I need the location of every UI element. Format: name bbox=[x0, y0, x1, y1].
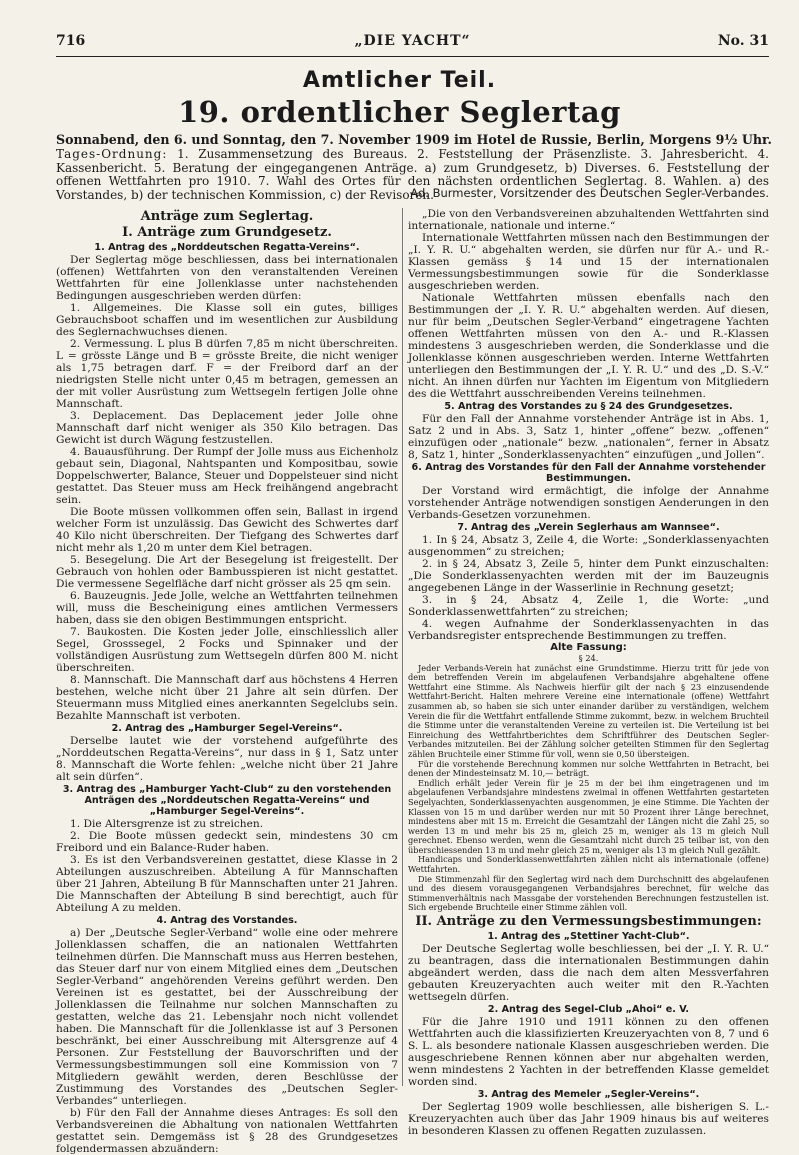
page-title: 19. ordentlicher Seglertag bbox=[178, 95, 621, 129]
left-column bbox=[56, 208, 398, 1155]
motion-heading: 2. Antrag des „Hamburger Segel-Vereins“. bbox=[111, 723, 343, 734]
paragraph: 1. In § 24, Absatz 3, Zeile 4, die Worte: „Sonderklassenyachten ausgenommen“ zu streichen; bbox=[408, 534, 769, 558]
section-heading: Amtlicher Teil. bbox=[302, 68, 497, 93]
page-subtitle: Sonnabend, den 6. und Sonntag, den 7. November 1909 im Hotel de Russie, Berlin, Morgens 9½ Uhr. bbox=[56, 132, 772, 147]
old-version-heading: Alte Fassung: bbox=[550, 642, 627, 653]
paragraph: b) Für den Fall der Annahme dieses Antrages: Es soll den Verbandsvereinen die Abhaltung von nationalen Wettfahrten gestattet sein. Demgemäss ist § 28 des Grundgesetzes folgendermassen abzuändern: bbox=[56, 1107, 398, 1155]
paragraph: Der Seglertag 1909 wolle beschliessen, alle bisherigen S. L.-Kreuzeryachten auch über das Jahr 1909 hinaus bis auf weiteres in besonderen Klassen zu offenen Regatten zuzulassen. bbox=[408, 1101, 769, 1138]
paragraph: Für den Fall der Annahme vorstehender Anträge ist in Abs. 1, Satz 2 und in Abs. 3, Satz 1, hinter „offene“ bezw. „offenen“ einzufügen oder „nationale“ bezw. „nationalen“, ferner in Absatz 8, Satz 1, hinter „Sonderklassenyachten“ einzufügen „und Jollen“. bbox=[408, 413, 769, 461]
paragraph: Nationale Wettfahrten müssen ebenfalls nach den Bestimmungen der „I. Y. R. U.“ abgehalten werden. Auf diesen, nur für beim „Deutschen Segler-Verband“ eingetragene Yachten offenen Wettfahrten müssen von den A.- und R.-Klassen mindestens 3 ausgeschrieben werden, die Sonderklasse und die Jollenklasse können ausgeschrieben werden. Interne Wettfahrten unterliegen den Bestimmungen der „I. Y. R. U.“ und des „D. S.-V.“ nicht. An ihnen dürfen nur Yachten im Eigentum von Mitgliedern des die Wettfahrt ausschreibenden Vereins teilnehmen. bbox=[408, 292, 769, 400]
small-paragraph: Für die vorstehende Berechnung kommen nur solche Wettfahrten in Betracht, bei denen der Mindesteinsatz M. 10,— beträgt. bbox=[408, 758, 769, 779]
paragraph: 8. Mannschaft. Die Mannschaft darf aus höchstens 4 Herren bestehen, welche nicht über 21 Jahre alt sein dürfen. Der Steuermann muss Mitglied eines anerkannten Segelclubs sein. Bezahlte Mannschaft ist verboten. bbox=[56, 674, 398, 722]
motion-heading: 3. Antrag des Memeler „Segler-Vereins“. bbox=[477, 1089, 700, 1101]
paragraph: Derselbe lautet wie der vorstehend aufgeführte des „Norddeutschen Regatta-Vereins“, nur dass in § 1, Satz unter 8. Mannschaft die Worte fehlen: „welche nicht über 21 Jahre alt sein dürfen“. bbox=[56, 735, 398, 783]
paragraph: 3. in § 24, Absatz 4, Zeile 1, die Worte: „und Sonderklassenwettfahrten“ zu streichen; bbox=[408, 594, 769, 618]
paragraph: „Die von den Verbandsvereinen abzuhaltenden Wettfahrten sind internationale, nationale und interne.“ bbox=[408, 208, 769, 232]
paragraph: Der Deutsche Seglertag wolle beschliessen, bei der „I. Y. R. U.“ zu beantragen, dass die internationalen Bestimmungen dahin abgeändert werden, dass die nach dem alten Messverfahren gebauten Kreuzeryachten auch weiter mit den R.-Yachten wettsegeln dürfen. bbox=[408, 943, 769, 1004]
paragraph: Der Seglertag möge beschliessen, dass bei internationalen (offenen) Wettfahrten von den veranstaltenden Vereinen Wettfahrten für eine Jollenklasse unter nachstehenden Bedingungen ausgeschrieben werden dürfen: bbox=[56, 254, 398, 302]
small-paragraph: Handicaps und Sonderklassenwettfahrten zählen nicht als internationale (offene) Wettfahrten. bbox=[408, 854, 769, 875]
heading-antraege: Anträge zum Seglertag. bbox=[140, 209, 314, 224]
heading-vermessung: II. Anträge zu den Vermessungsbestimmungen: bbox=[415, 914, 762, 930]
motion-heading: 1. Antrag des „Stettiner Yacht-Club“. bbox=[487, 931, 690, 943]
paragraph: Für die Jahre 1910 und 1911 können zu den offenen Wettfahrten auch die klassifizierten Kreuzeryachten von 8, 7 und 6 S. L. als besondere nationale Klassen ausgeschrieben werden. Die ausgeschriebene Rennen können aber nur abgehalten werden, wenn mindestens 2 Yachten in der betreffenden Klasse gemeldet worden sind. bbox=[408, 1016, 769, 1089]
paragraph: 6. Bauzeugnis. Jede Jolle, welche an Wettfahrten teilnehmen will, muss die Bescheinigung eines amtlichen Vermessers haben, dass sie den obigen Bestimmungen entspricht. bbox=[56, 590, 398, 626]
page-number: 716 bbox=[56, 33, 86, 49]
paragraph: 1. Die Altersgrenze ist zu streichen. bbox=[70, 818, 264, 830]
paragraph: Der Vorstand wird ermächtigt, die infolge der Annahme vorstehender Anträge notwendigen sonstigen Aenderungen in den Verbands-Gesetzen vorzunehmen. bbox=[408, 485, 769, 521]
motion-heading: 1. Antrag des „Norddeutschen Regatta-Vereins“. bbox=[94, 242, 360, 253]
small-paragraph: Die Stimmenzahl für den Seglertag wird nach dem Durchschnitt des abgelaufenen und des diesem vorausgegangenen Verbandsjahres berechnet, für welche das Stimmenverhältnis nach Massgabe der vorstehenden Berechnungen festzustellen ist. Sich ergebende Bruchteile einer Stimme zählen voll. bbox=[408, 873, 769, 913]
small-paragraph: Endlich erhält jeder Verein für je 25 m der bei ihm eingetragenen und im abgelaufenen Verbandsjahre mindestens zweimal in offenen Wettfahrten gestarteten Segelyachten, Sonderklassenyachten ausgenommen, je eine Stimme. Die Yachten der Klassen von 15 m und darüber werden nur mit 50 Prozent ihrer Länge berechnet, mindestens aber mit 15 m. Erreicht die Gesamtzahl der Längen nicht die Zahl 25, so werden 13 m und mehr bis 25 m, gleich 25 m, weniger als 13 m gleich Null gerechnet. Ebenso werden, wenn die Gesamtzahl nicht durch 25 teilbar ist, von den überschiessenden 13 m und mehr gleich 25 m, weniger als 13 m gleich Null gezählt. bbox=[408, 777, 769, 855]
signature: Ad. Burmester, Vorsitzender des Deutschen Segler-Verbandes. bbox=[410, 186, 769, 200]
paragraph: 3. Es ist den Verbandsvereinen gestattet, diese Klasse in 2 Abteilungen auszuschreiben. Abteilung A für Mannschaften über 21 Jahren, Abteilung B für Mannschaften unter 21 Jahren. Die Mannschaften der Abteilung B sind berechtigt, auch für Abteilung A zu melden. bbox=[56, 854, 398, 914]
column-divider bbox=[402, 208, 403, 1086]
header-rule bbox=[56, 56, 769, 57]
motion-heading: 6. Antrag des Vorstandes für den Fall der Annahme vorstehender Bestimmungen. bbox=[411, 462, 766, 484]
motion-heading: 4. Antrag des Vorstandes. bbox=[156, 915, 298, 926]
agenda-label: Tages-Ordnung: bbox=[56, 147, 168, 161]
paragraph: 4. Bauausführung. Der Rumpf der Jolle muss aus Eichenholz gebaut sein, Diagonal, Nahtspanten und Kompositbau, sowie Doppelschwerter, Balance, Steuer und Doppelsteuer sind nicht gestattet. Das Steuer muss am Heck freihängend angebracht sein. bbox=[56, 446, 398, 506]
motion-heading: 7. Antrag des „Verein Seglerhaus am Wannsee“. bbox=[457, 522, 720, 533]
paragraph: Internationale Wettfahrten müssen nach den Bestimmungen der „I. Y. R. U.“ abgehalten werden, sie dürfen nur für A.- und R.-Klassen gemäss § 14 und 15 der internationalen Vermessungsbestimmungen sowie für die Sonderklasse ausgeschrieben werden. bbox=[408, 232, 769, 292]
journal-title: „DIE YACHT“ bbox=[354, 33, 471, 49]
right-column bbox=[408, 208, 769, 1138]
paragraph: 2. Vermessung. L plus B dürfen 7,85 m nicht überschreiten. L = grösste Länge und B = grösste Breite, die nicht weniger als 1,75 betragen darf. F = der Freibord darf an der niedrigsten Stelle nicht unter 0,45 m betragen, gemessen an der mit voller Ausrüstung zum Wettsegeln fertigen Jolle ohne Mannschaft. bbox=[56, 338, 398, 410]
paragraph: 3. Deplacement. Das Deplacement jeder Jolle ohne Mannschaft darf nicht weniger als 350 Kilo betragen. Das Gewicht ist durch Wägung festzustellen. bbox=[56, 410, 398, 446]
motion-heading: 5. Antrag des Vorstandes zu § 24 des Grundgesetzes. bbox=[444, 401, 733, 412]
small-paragraph: Jeder Verbands-Verein hat zunächst eine Grundstimme. Hierzu tritt für jede von dem betreffenden Verein im abgelaufenen Verbandsjahre abgehaltene offene Wettfahrt eine Stimme. Als Nachweis hierfür gilt der nach § 23 einzusendende Wettfahrt-Bericht. Halten mehrere Vereine eine internationale (offene) Wettfahrt zusammen ab, so haben sie sich unter einander darüber zu verständigen, welchem Verein die für die Wettfahrt entfallende Stimme zukommt, bezw. in welchem Bruchteil die Stimme unter die veranstaltenden Vereine zu verteilen ist. Die Verteilung ist bei Einreichung des Wettfahrtberichtes dem Schriftführer des Deutschen Segler-Verbandes mitzuteilen. Bei der Zählung solcher geteilten Stimmen für den Seglertag zählen Bruchteile einer Stimme für voll, wenn sie 0,50 übersteigen. bbox=[408, 662, 769, 759]
paragraph: a) Der „Deutsche Segler-Verband“ wolle eine oder mehrere Jollenklassen schaffen, die an nationalen Wettfahrten teilnehmen dürfen. Die Mannschaft muss aus Herren bestehen, das Steuer darf nur von einem Mitglied eines dem „Deutschen Segler-Verband“ angehörenden Vereins geführt werden. Den Vereinen ist es gestattet, bei der Ausschreibung der Jollenklassen die Teilnahme nur solchen Mannschaften zu gestatten, welche das 21. Lebensjahr noch nicht vollendet haben. Die Mannschaft für die Jollenklasse ist auf 3 Personen beschränkt, bei einer Ausschreibung mit Altersgrenze auf 4 Personen. Zur Feststellung der Bauvorschriften und der Vermessungsbestimmungen soll eine Kommission von 7 Mitgliedern gewählt werden, deren Beschlüsse der Zustimmung des Vorstandes des „Deutschen Segler-Verbandes“ unterliegen. bbox=[56, 927, 398, 1107]
running-header bbox=[56, 33, 769, 51]
paragraph: 4. wegen Aufnahme der Sonderklassenyachten in das Verbandsregister entsprechende Bestimmungen zu treffen. bbox=[408, 618, 769, 642]
paragraph: 2. in § 24, Absatz 3, Zeile 5, hinter dem Punkt einzuschalten: „Die Sonderklassenyachten werden mit der im Bauzeugnis angegebenen Länge in der Wasserlinie in Rechnung gesetzt; bbox=[408, 558, 769, 594]
paragraph: 7. Baukosten. Die Kosten jeder Jolle, einschliesslich aller Segel, Grosssegel, 2 Focks und Spinnaker und der vollständigen Ausrüstung zum Wettsegeln dürfen 800 M. nicht überschreiten. bbox=[56, 626, 398, 674]
heading-grundgesetz: I. Anträge zum Grundgesetz. bbox=[122, 225, 332, 240]
motion-heading: 3. Antrag des „Hamburger Yacht-Club“ zu den vorstehenden Anträgen des „Norddeutschen Regatta-Vereins“ und „Hamburger Segel-Vereins“. bbox=[62, 784, 392, 817]
motion-heading: 2. Antrag des Segel-Club „Ahoi“ e. V. bbox=[487, 1004, 690, 1016]
paragraph: 1. Allgemeines. Die Klasse soll ein gutes, billiges Gebrauchsboot schaffen und im wesentlichen zur Ausbildung des Seglernachwuchses dienen. bbox=[56, 302, 398, 338]
paragraph: 5. Besegelung. Die Art der Besegelung ist freigestellt. Der Gebrauch von hohlen oder Bambusspieren ist nicht gestattet. Die vermessene Segelfläche darf nicht grösser als 25 qm sein. bbox=[56, 554, 398, 590]
paragraph: Die Boote müssen vollkommen offen sein, Ballast in irgend welcher Form ist unzulässig. Das Gewicht des Schwertes darf 40 Kilo nicht überschreiten. Der Tiefgang des Schwertes darf nicht mehr als 1,20 m unter dem Kiel betragen. bbox=[56, 506, 398, 554]
agenda-text: 1. Zusammensetzung des Bureaus. 2. Feststellung der Präsenzliste. 3. Jahresbericht. 4. Kassenbericht. 5. Beratung der eingegangenen Anträge. a) zum Grundgesetz, b) Diverses. 6. Feststellung der offenen Wettfahrten pro 1910. 7. Wahl des Ortes für den nächsten ordentlichen Seglertag. 8. Wahlen. a) des Vorstandes, b) der technischen Kommission, c) der Revisoren. bbox=[56, 147, 769, 202]
issue-number: No. 31 bbox=[717, 33, 769, 49]
paragraph: 2. Die Boote müssen gedeckt sein, mindestens 30 cm Freibord und ein Balance-Ruder haben. bbox=[56, 830, 398, 854]
paragraph-number: § 24. bbox=[578, 653, 599, 663]
